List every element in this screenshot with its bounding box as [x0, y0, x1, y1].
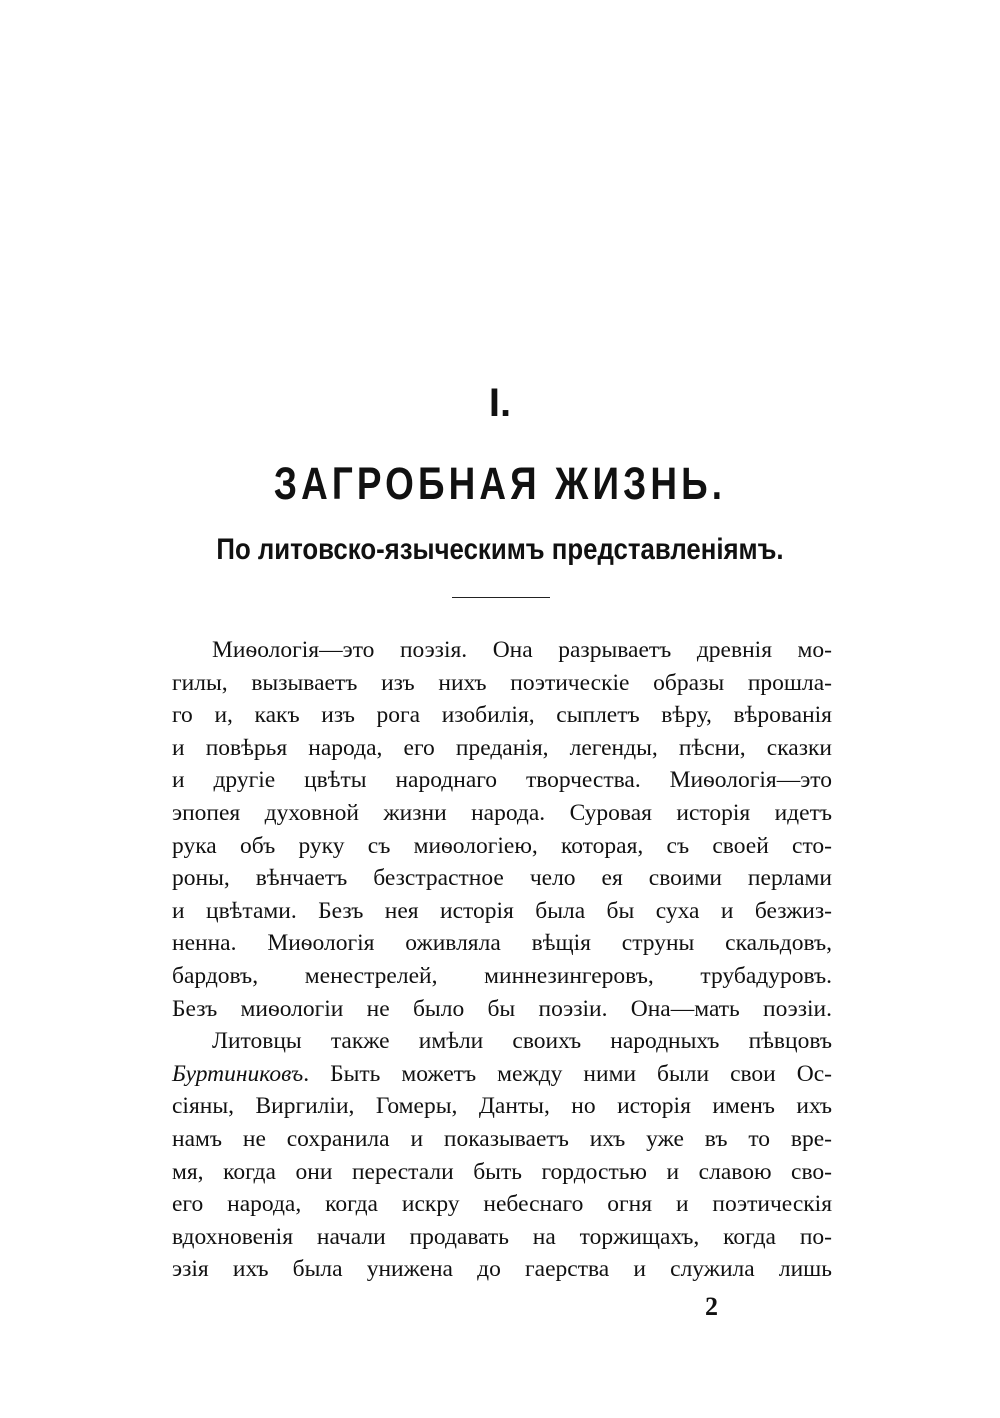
text-line: ненна. Миѳологія оживляла вѣщія струны скальдовъ, [172, 930, 832, 957]
chapter-numeral: I. [488, 381, 512, 425]
text-line: Миѳологія—это поэзія. Она разрываетъ древнія мо- [212, 637, 832, 663]
text-line: и цвѣтами. Безъ нея исторія была бы суха и безжиз- [172, 897, 832, 924]
chapter-subtitle: По литовско-языческимъ представленіямъ. [216, 533, 784, 566]
text-line [172, 1058, 832, 1091]
text-line: и другіе цвѣты народнаго творчества. Миѳологія—это [172, 767, 832, 794]
text-line: Литовцы также имѣли своихъ народныхъ пѣвцовъ [212, 1028, 832, 1055]
text-line: вдохновенія начали продавать на торжищахъ, когда по- [172, 1223, 832, 1250]
chapter-title: ЗАГРОБНАЯ ЖИЗНЬ. [273, 458, 727, 509]
text-line: Безъ миѳологіи не было бы поэзіи. Она—мать поэзіи. [172, 995, 832, 1022]
text-line: рука объ руку съ миѳологіею, которая, съ своей сто- [172, 832, 832, 859]
text-line: и повѣрья народа, его преданія, легенды, пѣсни, сказки [172, 734, 832, 761]
title-separator-rule [452, 597, 550, 598]
text-line: намъ не сохранила и показываетъ ихъ уже въ то вре- [172, 1125, 832, 1152]
text-line: его народа, когда искру небеснаго огня и поэтическія [172, 1191, 832, 1218]
text-line: эзія ихъ была унижена до гаерства и служила лишь [172, 1256, 832, 1283]
text-line: мя, когда они перестали быть гордостью и славою сво- [172, 1158, 832, 1185]
text-line: сіяны, Виргиліи, Гомеры, Данты, но исторія именъ ихъ [172, 1093, 832, 1120]
page-number: 2 [705, 1292, 718, 1321]
text-line: роны, вѣнчаетъ безстрастное чело ея своими перлами [172, 865, 832, 892]
text-line: бардовъ, менестрелей, миннезингеровъ, трубадуровъ. [172, 962, 832, 989]
body-text [172, 634, 832, 1286]
text-line: эпопея духовной жизни народа. Суровая исторія идетъ [172, 799, 832, 826]
text-line: гилы, вызываетъ изъ нихъ поэтическіе образы прошла- [172, 669, 832, 696]
text-line: го и, какъ изъ рога изобилія, сыплетъ вѣру, вѣрованія [172, 702, 832, 729]
text-fragment: . Быть можетъ между ними были свои Ос- [303, 1060, 832, 1087]
italic-term: Буртиниковъ [172, 1060, 304, 1087]
